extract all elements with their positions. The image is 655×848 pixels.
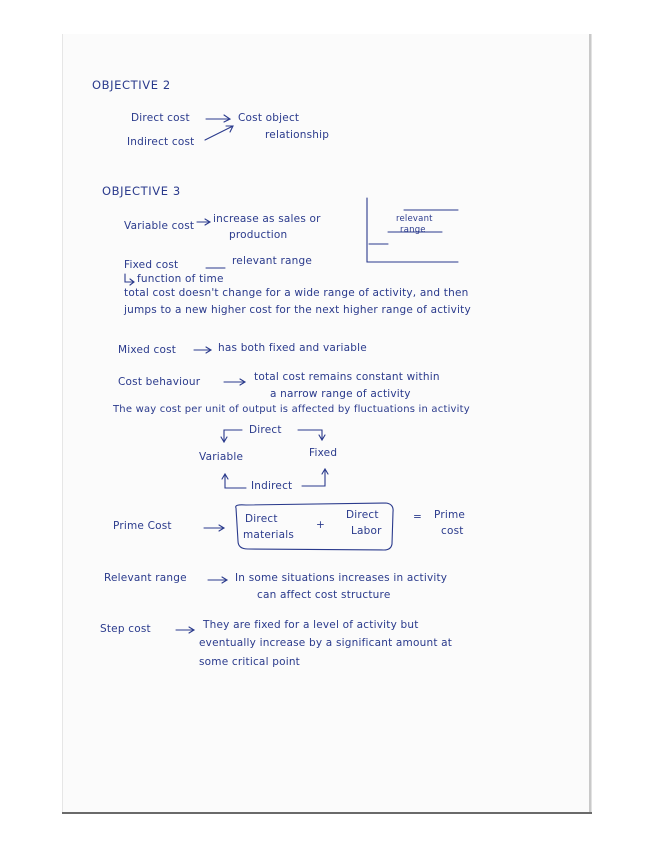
- relevant-range-label: Relevant range: [104, 572, 187, 584]
- prime-equals: =: [413, 511, 422, 523]
- fixed-cost-label: Fixed cost: [124, 259, 179, 271]
- variable-cost-desc-2: production: [229, 229, 288, 241]
- graph-label-range: range: [400, 225, 426, 235]
- page-edge: [589, 34, 591, 812]
- step-cost-desc-1: They are fixed for a level of activity but: [203, 619, 419, 631]
- cost-behaviour-line: The way cost per unit of output is affected by fluctuations in activity: [113, 404, 470, 415]
- diagram-variable: Variable: [199, 451, 244, 463]
- prime-labor-2: Labor: [351, 525, 382, 537]
- diagram-indirect: Indirect: [251, 480, 293, 492]
- notebook-page: [62, 34, 592, 814]
- relevant-range-desc-1: In some situations increases in activity: [235, 572, 448, 584]
- relevant-range-desc-2: can affect cost structure: [257, 589, 391, 601]
- fixed-cost-expl-1: total cost doesn't change for a wide range of activity, and then: [124, 287, 469, 299]
- prime-cost-label: Prime Cost: [113, 520, 172, 532]
- objective-3-heading: OBJECTIVE 3: [102, 184, 181, 198]
- indirect-cost-label: Indirect cost: [127, 136, 195, 148]
- variable-cost-label: Variable cost: [124, 220, 195, 232]
- prime-materials-1: Direct: [245, 513, 278, 525]
- step-cost-desc-2: eventually increase by a significant amount at: [199, 637, 453, 649]
- step-cost-label: Step cost: [100, 623, 151, 635]
- graph-label-relevant: relevant: [396, 214, 433, 224]
- mixed-cost-label: Mixed cost: [118, 344, 177, 356]
- prime-result-1: Prime: [434, 509, 466, 521]
- fixed-cost-expl-2: jumps to a new higher cost for the next higher range of activity: [124, 304, 471, 316]
- fixed-cost-desc: relevant range: [232, 255, 313, 267]
- objective-2-heading: OBJECTIVE 2: [92, 78, 171, 92]
- prime-labor-1: Direct: [346, 509, 379, 521]
- fixed-cost-sub: function of time: [137, 273, 224, 285]
- diagram-fixed: Fixed: [309, 447, 338, 459]
- prime-plus: +: [316, 519, 325, 531]
- variable-cost-desc-1: increase as sales or: [213, 213, 321, 225]
- prime-materials-2: materials: [243, 529, 295, 541]
- diagram-direct: Direct: [249, 424, 282, 436]
- relationship-label: relationship: [265, 129, 330, 141]
- cost-behaviour-desc-2: a narrow range of activity: [270, 388, 411, 400]
- mixed-cost-desc: has both fixed and variable: [218, 342, 367, 354]
- cost-behaviour-desc-1: total cost remains constant within: [254, 371, 440, 383]
- cost-behaviour-label: Cost behaviour: [118, 376, 201, 388]
- prime-result-2: cost: [441, 525, 464, 537]
- direct-cost-label: Direct cost: [131, 112, 190, 124]
- step-cost-desc-3: some critical point: [199, 656, 301, 668]
- cost-object-label: Cost object: [238, 112, 300, 124]
